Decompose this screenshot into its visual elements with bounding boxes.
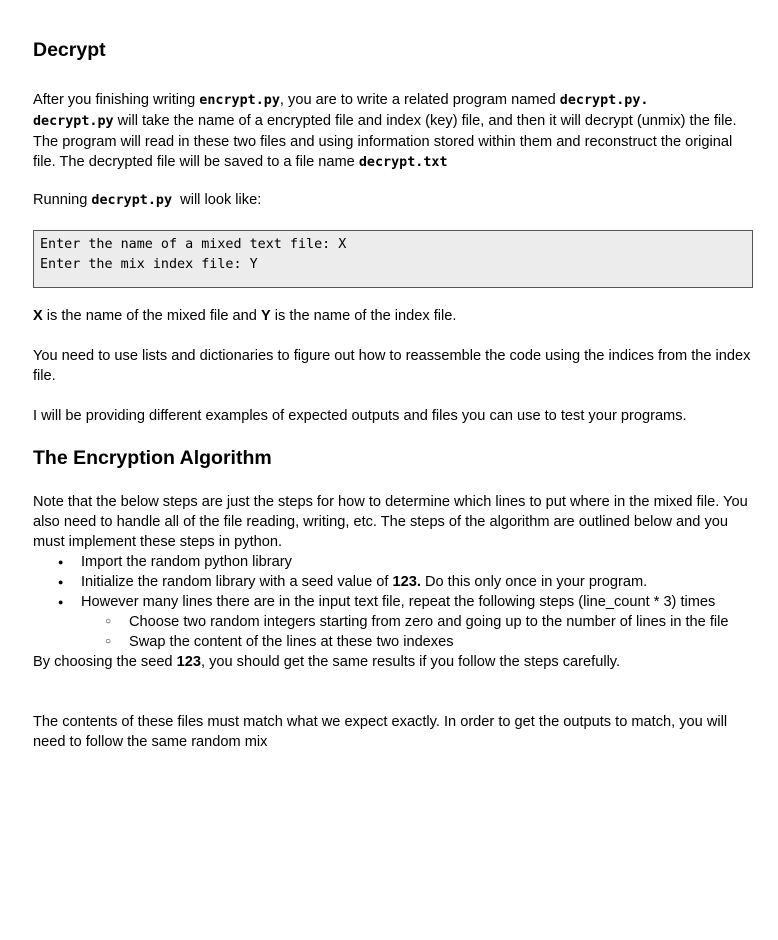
code-line: Enter the name of a mixed text file: X	[40, 237, 347, 252]
sub-list-item: ○ Swap the content of the lines at these two indexes	[33, 632, 753, 652]
lists-paragraph: You need to use lists and dictionaries to figure out how to reassemble the code using the indices from the index file.	[33, 348, 751, 384]
code-example-box	[33, 230, 753, 288]
sub-list-item: ○ Choose two random integers starting from zero and going up to the number of lines in the file	[33, 612, 753, 632]
decrypt-filename: decrypt.py	[33, 114, 114, 129]
list-item: ● Import the random python library	[33, 552, 753, 572]
list-item: ● However many lines there are in the input text file, repeat the following steps (line_count * 3) times	[33, 592, 753, 612]
xy-paragraph: X is the name of the mixed file and Y is the name of the index file.	[33, 308, 457, 324]
list-item: ● Initialize the random library with a seed value of 123. Do this only once in your program.	[33, 572, 753, 592]
page-title: Decrypt	[33, 39, 106, 61]
running-paragraph: Running decrypt.py will look like:	[33, 192, 262, 208]
decrypt-output-filename: decrypt.txt	[358, 155, 448, 170]
final-paragraph: The contents of these files must match what we expect exactly. In order to get the outputs to match, you will need to follow the same random mix	[33, 714, 728, 750]
seed-paragraph: By choosing the seed 123, you should get the same results if you follow the steps carefully.	[33, 654, 621, 670]
section-heading: The Encryption Algorithm	[33, 447, 272, 469]
intro-paragraph: After you finishing writing encrypt.py, you are to write a related program named decrypt.py. decrypt.py will take the name of a encrypted file and index (key) file, and then it will decrypt (unmix) the file. The program will read in these two files and using information stored within them and reconstruct the original file. The decrypted file will be saved to a file name decrypt.txt	[33, 92, 737, 170]
note-paragraph: Note that the below steps are just the steps for how to determine which lines to put where in the mixed file. You also need to handle all of the file reading, writing, etc. The steps of the algorithm are outlined below and you must implement these steps in python.	[33, 494, 748, 550]
decrypt-filename: decrypt.py.	[559, 93, 649, 108]
encrypt-filename: encrypt.py	[199, 93, 280, 108]
code-line: Enter the mix index file: Y	[40, 257, 258, 272]
examples-paragraph: I will be providing different examples of expected outputs and files you can use to test your programs.	[33, 408, 687, 424]
algorithm-steps-list	[33, 552, 753, 652]
